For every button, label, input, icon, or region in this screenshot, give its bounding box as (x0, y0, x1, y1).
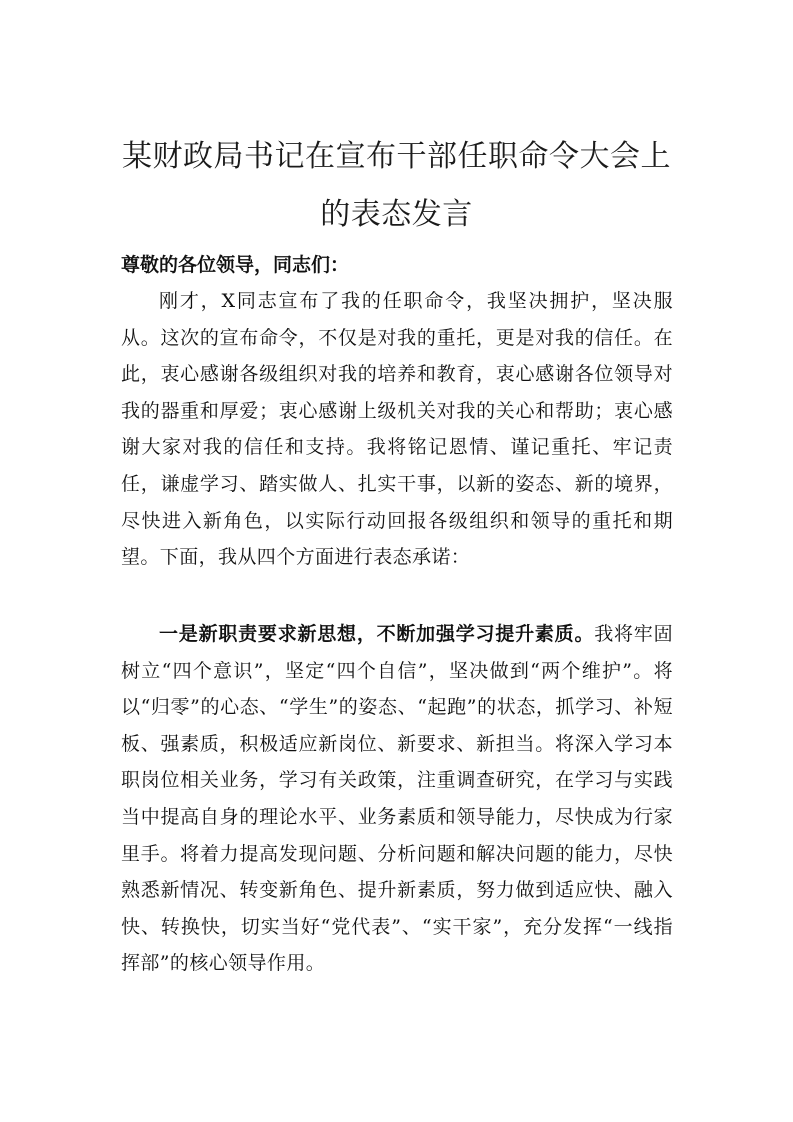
paragraph-point-one-body: 我将牢固树立“四个意识”，坚定“四个自信”，坚决做到“两个维护”。将以“归零”的心态、“学生”的姿态、“起跑”的状态，抓学习、补短板、强素质，积极适应新岗位、新要求、新担当。将深入学习本职岗位相关业务，学习有关政策，注重调查研究，在学习与实践当中提高自身的理论水平、业务素质和领导能力，尽快成为行家里手。将着力提高发现问题、分析问题和解决问题的能力，尽快熟悉新情况、转变新角色、提升新素质，努力做到适应快、融入快、转换快，切实当好“党代表”、“实干家”，充分发挥“一线指挥部”的核心领导作用。 (121, 623, 673, 975)
title-line-1: 某财政局书记在宣布干部任职命令大会上 (122, 139, 671, 174)
paragraph-point-one (121, 616, 673, 982)
document-title (100, 128, 693, 244)
paragraph-point-one-heading: 一是新职责要求新思想，不断加强学习提升素质。 (159, 623, 595, 645)
salutation: 尊敬的各位领导，同志们： (121, 254, 350, 276)
paragraph-intro: 刚才，X同志宣布了我的任职命令，我坚决拥护，坚决服从。这次的宣布命令，不仅是对我的重托，更是对我的信任。在此，衷心感谢各级组织对我的培养和教育，衷心感谢各位领导对我的器重和厚爱；衷心感谢上级机关对我的关心和帮助；衷心感谢大家对我的信任和支持。我将铭记恩情、谨记重托、牢记责任，谦虚学习、踏实做人、扎实干事，以新的姿态、新的境界，尽快进入新角色，以实际行动回报各级组织和领导的重托和期望。下面，我从四个方面进行表态承诺： (121, 290, 673, 569)
title-line-2: 的表态发言 (320, 197, 473, 232)
